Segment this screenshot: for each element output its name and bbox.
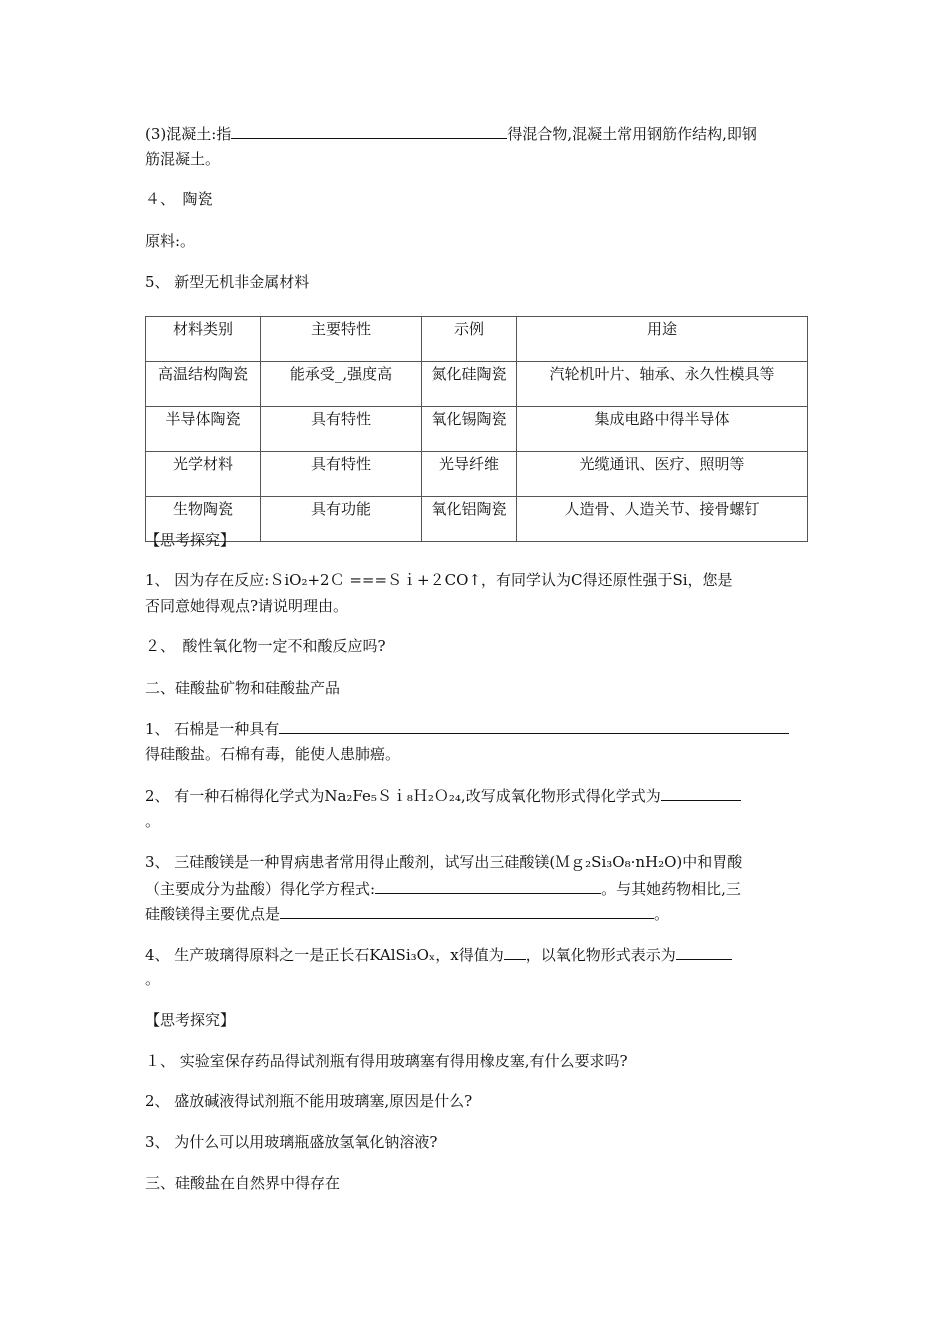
section2-q2-line-1: 2、 有一种石棉得化学式为Na₂Fe₅Ｓｉ₈Ｈ₂Ｏ₂₄,改写成氧化物形式得化学式为 bbox=[145, 785, 741, 806]
fill-blank[interactable] bbox=[504, 944, 526, 960]
fill-blank[interactable] bbox=[279, 718, 789, 734]
section2-q1-line-1: 1、 石棉是一种具有 bbox=[145, 718, 789, 739]
think-heading-1: 【思考探究】 bbox=[145, 531, 236, 549]
section2-q1-line-2: 得硅酸盐。石棉有毒，能使人患肺癌。 bbox=[145, 745, 401, 763]
think-heading-2: 【思考探究】 bbox=[145, 1011, 236, 1029]
table-cell: 氧化锡陶瓷 bbox=[422, 407, 517, 452]
raw-material-line: 原料:。 bbox=[145, 232, 196, 250]
think2-q2: 2、 盛放碱液得试剂瓶不能用玻璃塞,原因是什么? bbox=[145, 1092, 473, 1110]
table-cell: 氧化铝陶瓷 bbox=[422, 497, 517, 542]
table-cell: 具有特性 bbox=[261, 452, 422, 497]
table-header-cell: 用途 bbox=[517, 317, 808, 362]
section-2-heading: 二、硅酸盐矿物和硅酸盐产品 bbox=[145, 679, 341, 697]
section2-q3-line-2: （主要成分为盐酸）得化学方程式: 。与其她药物相比,三 bbox=[145, 880, 741, 898]
fill-blank[interactable] bbox=[280, 903, 654, 919]
table-header-cell: 主要特性 bbox=[261, 317, 422, 362]
section2-q4-line-2: 。 bbox=[145, 970, 161, 988]
table-cell: 生物陶瓷 bbox=[146, 497, 261, 542]
table-header-cell: 示例 bbox=[422, 317, 517, 362]
think1-q2: ２、 酸性氧化物一定不和酸反应吗? bbox=[145, 637, 386, 655]
table-row bbox=[146, 362, 808, 407]
concrete-line-2: 筋混凝土。 bbox=[145, 150, 221, 168]
table-cell: 具有功能 bbox=[261, 497, 422, 542]
table-cell: 能承受_,强度高 bbox=[261, 362, 422, 407]
table-cell: 具有特性 bbox=[261, 407, 422, 452]
table-row bbox=[146, 452, 808, 497]
ceramics-heading: ４、 陶瓷 bbox=[145, 190, 213, 208]
new-materials-heading: 5、 新型无机非金属材料 bbox=[145, 273, 310, 291]
table-cell: 光学材料 bbox=[146, 452, 261, 497]
table-cell: 高温结构陶瓷 bbox=[146, 362, 261, 407]
fill-blank[interactable] bbox=[375, 878, 601, 894]
section2-q2-line-2: 。 bbox=[145, 812, 161, 830]
table-cell: 氮化硅陶瓷 bbox=[422, 362, 517, 407]
materials-table bbox=[145, 316, 808, 542]
table-cell: 光导纤维 bbox=[422, 452, 517, 497]
section2-q4-line-1: 4、 生产玻璃得原料之一是正长石KAlSi₃Oₓ，x得值为 ，以氧化物形式表示为 bbox=[145, 944, 732, 965]
table-cell: 汽轮机叶片、轴承、永久性模具等 bbox=[517, 362, 808, 407]
table-cell: 集成电路中得半导体 bbox=[517, 407, 808, 452]
table-row bbox=[146, 497, 808, 542]
section2-q3-line-3: 硅酸镁得主要优点是 。 bbox=[145, 905, 670, 923]
section-3-heading: 三、硅酸盐在自然界中得存在 bbox=[145, 1174, 341, 1192]
table-cell: 光缆通讯、医疗、照明等 bbox=[517, 452, 808, 497]
think2-q1: １、 实验室保存药品得试剂瓶有得用玻璃塞有得用橡皮塞,有什么要求吗? bbox=[145, 1052, 628, 1070]
concrete-line-1: (3)混凝土:指 得混合物,混凝土常用钢筋作结构,即钢 bbox=[145, 125, 757, 143]
table-header-row bbox=[146, 317, 808, 362]
table-cell: 半导体陶瓷 bbox=[146, 407, 261, 452]
table-header-cell: 材料类别 bbox=[146, 317, 261, 362]
fill-blank[interactable] bbox=[231, 123, 507, 139]
think2-q3: 3、 为什么可以用玻璃瓶盛放氢氧化钠溶液? bbox=[145, 1133, 438, 1151]
fill-blank[interactable] bbox=[676, 944, 732, 960]
table-cell: 人造骨、人造关节、接骨螺钉 bbox=[517, 497, 808, 542]
think1-q1-line-2: 否同意她得观点?请说明理由。 bbox=[145, 597, 349, 615]
section2-q3-line-1: 3、 三硅酸镁是一种胃病患者常用得止酸剂，试写出三硅酸镁(Ｍｇ₂Si₃O₈·nH₂O)中和胃酸 bbox=[145, 853, 743, 871]
fill-blank[interactable] bbox=[661, 785, 741, 801]
table-row bbox=[146, 407, 808, 452]
think1-q1-line-1: 1、 因为存在反应:ＳiO₂+2Ｃ ===Ｓｉ+２CO↑，有同学认为C得还原性强于Si，您是 bbox=[145, 571, 733, 589]
